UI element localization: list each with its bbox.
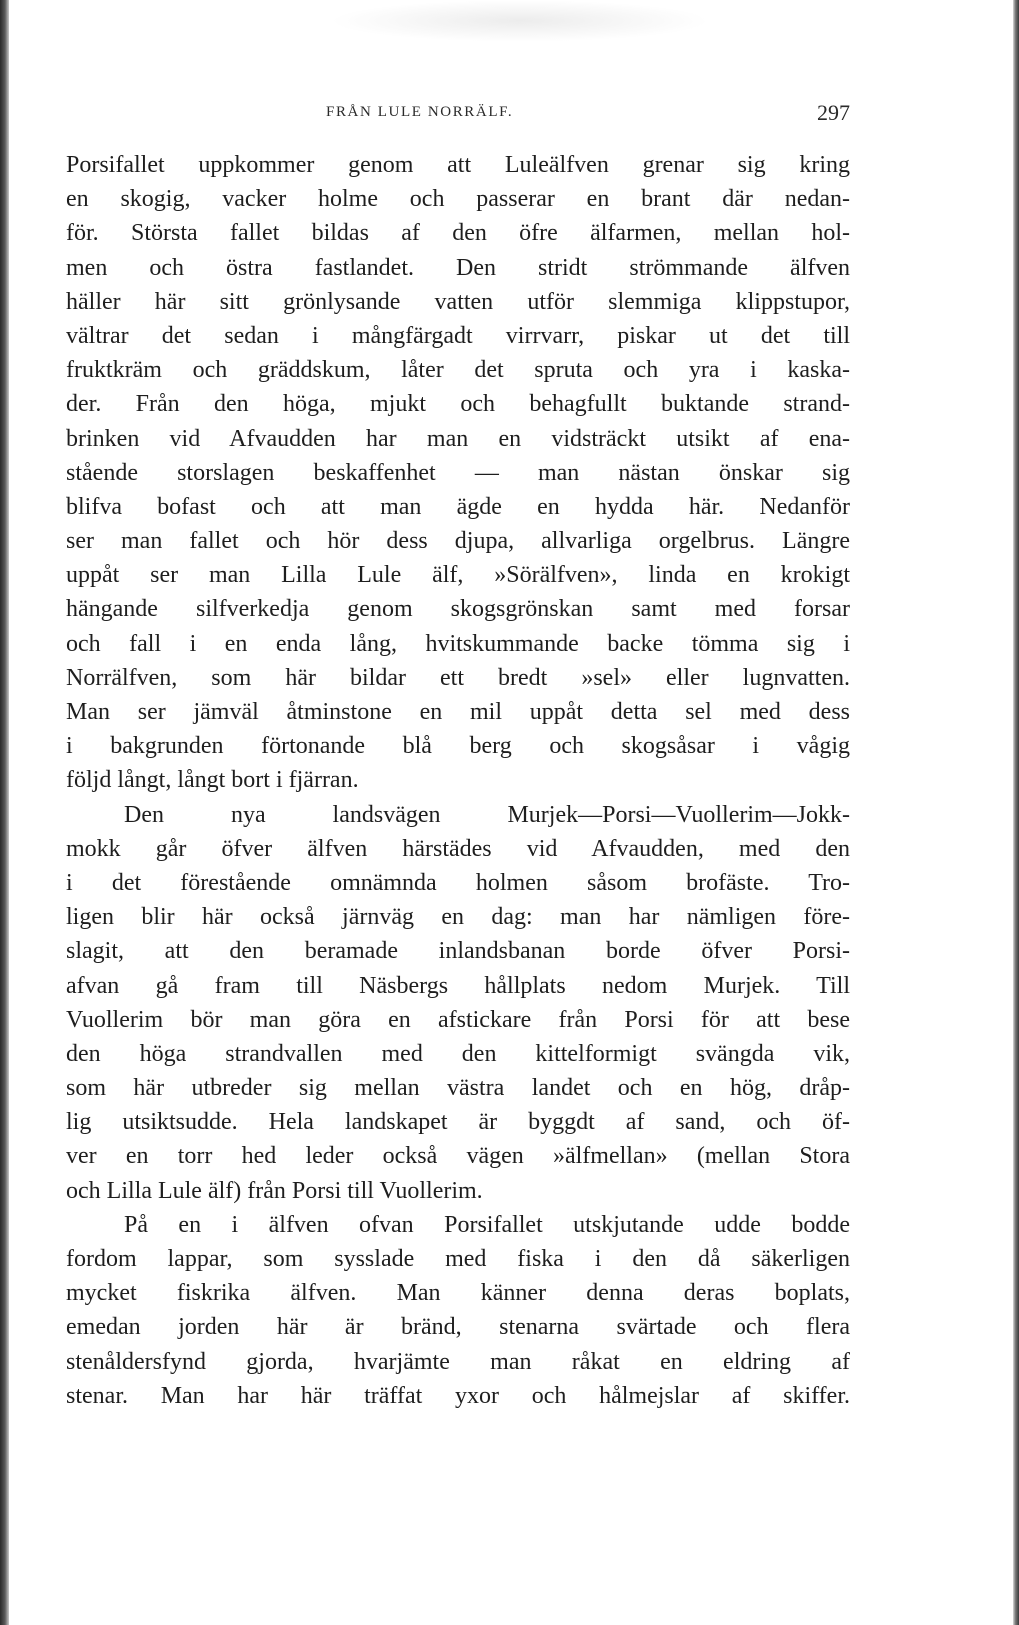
paragraph-end-line: följd långt, långt bort i fjärran. — [66, 767, 359, 794]
text-line: mycket fiskrika älfven. Man känner denna deras boplats, — [66, 1280, 850, 1307]
text-line: mokk går öfver älfven härstädes vid Afvaudden, med den — [66, 835, 850, 862]
text-line: ligen blir här också järnväg en dag: man har nämligen före- — [66, 904, 850, 931]
text-line: en skogig, vacker holme och passerar en brant där nedan- — [66, 186, 850, 213]
text-line: afvan gå fram till Näsbergs hållplats nedom Murjek. Till — [66, 972, 850, 999]
text-line: brinken vid Afvaudden har man en vidsträckt utsikt af ena- — [66, 425, 850, 452]
paragraph-start-line: På en i älfven ofvan Porsifallet utskjutande udde bodde — [124, 1211, 850, 1238]
text-line: ver en torr hed leder också vägen »älfmellan» (mellan Stora — [66, 1143, 850, 1170]
text-line: lig utsiktsudde. Hela landskapet är byggdt af sand, och öf- — [66, 1109, 850, 1136]
text-line: i bakgrunden förtonande blå berg och skogsåsar i vågig — [66, 733, 850, 760]
text-line: Norrälfven, som här bildar ett bredt »sel» eller lugnvatten. — [66, 664, 850, 691]
text-line: stenar. Man har här träffat yxor och hålmejslar af skiffer. — [66, 1382, 850, 1409]
text-line: slagit, att den beramade inlandsbanan borde öfver Porsi- — [66, 938, 850, 965]
text-line: stående storslagen beskaffenhet — man nästan önskar sig — [66, 459, 850, 486]
text-line: Man ser jämväl åtminstone en mil uppåt detta sel med dess — [66, 699, 850, 725]
text-line: men och östra fastlandet. Den stridt strömmande älfven — [66, 254, 850, 281]
scan-edge-right — [1013, 0, 1019, 1625]
print-bleed-smudge — [330, 0, 710, 42]
text-line: der. Från den höga, mjukt och behagfullt buktande strand- — [66, 391, 850, 418]
text-line: emedan jorden här är bränd, stenarna svärtade och flera — [66, 1314, 850, 1341]
text-line: ser man fallet och hör dess djupa, allvarliga orgelbrus. Längre — [66, 528, 850, 555]
running-title: FRÅN LULE NORRÄLF. — [326, 104, 514, 120]
scan-edge-left — [0, 0, 9, 1625]
page-header — [66, 100, 850, 130]
text-line: blifva bofast och att man ägde en hydda här. Nedanför — [66, 493, 850, 520]
text-line: den höga strandvallen med den kittelformigt svängda vik, — [66, 1040, 850, 1067]
text-line: fruktkräm och gräddskum, låter det spruta och yra i kaska- — [66, 357, 850, 384]
body-text — [66, 148, 850, 1413]
text-line: och fall i en enda lång, hvitskummande backe tömma sig i — [66, 630, 850, 657]
text-line: stenåldersfynd gjorda, hvarjämte man råkat en eldring af — [66, 1348, 850, 1375]
text-line: för. Största fallet bildas af den öfre älfarmen, mellan hol- — [66, 220, 850, 247]
text-line: hängande silfverkedja genom skogsgrönskan samt med forsar — [66, 596, 850, 623]
text-line: häller här sitt grönlysande vatten utför slemmiga klippstupor, — [66, 288, 850, 315]
text-line: Porsifallet uppkommer genom att Luleälfven grenar sig kring — [66, 152, 850, 178]
text-line: vältrar det sedan i mångfärgadt virrvarr, piskar ut det till — [66, 322, 850, 349]
paragraph-start-line: Den nya landsvägen Murjek—Porsi—Vuollerim—Jokk- — [124, 801, 850, 828]
text-line: i det förestående omnämnda holmen såsom brofäste. Tro- — [66, 869, 850, 896]
text-line: uppåt ser man Lilla Lule älf, »Sörälfven», linda en krokigt — [66, 562, 850, 589]
text-line: fordom lappar, som sysslade med fiska i den då säkerligen — [66, 1246, 850, 1272]
paragraph-end-line: och Lilla Lule älf) från Porsi till Vuollerim. — [66, 1177, 483, 1204]
text-line: Vuollerim bör man göra en afstickare från Porsi för att bese — [66, 1006, 850, 1033]
page-number: 297 — [817, 100, 850, 125]
text-line: som här utbreder sig mellan västra landet och en hög, dråp- — [66, 1075, 850, 1102]
